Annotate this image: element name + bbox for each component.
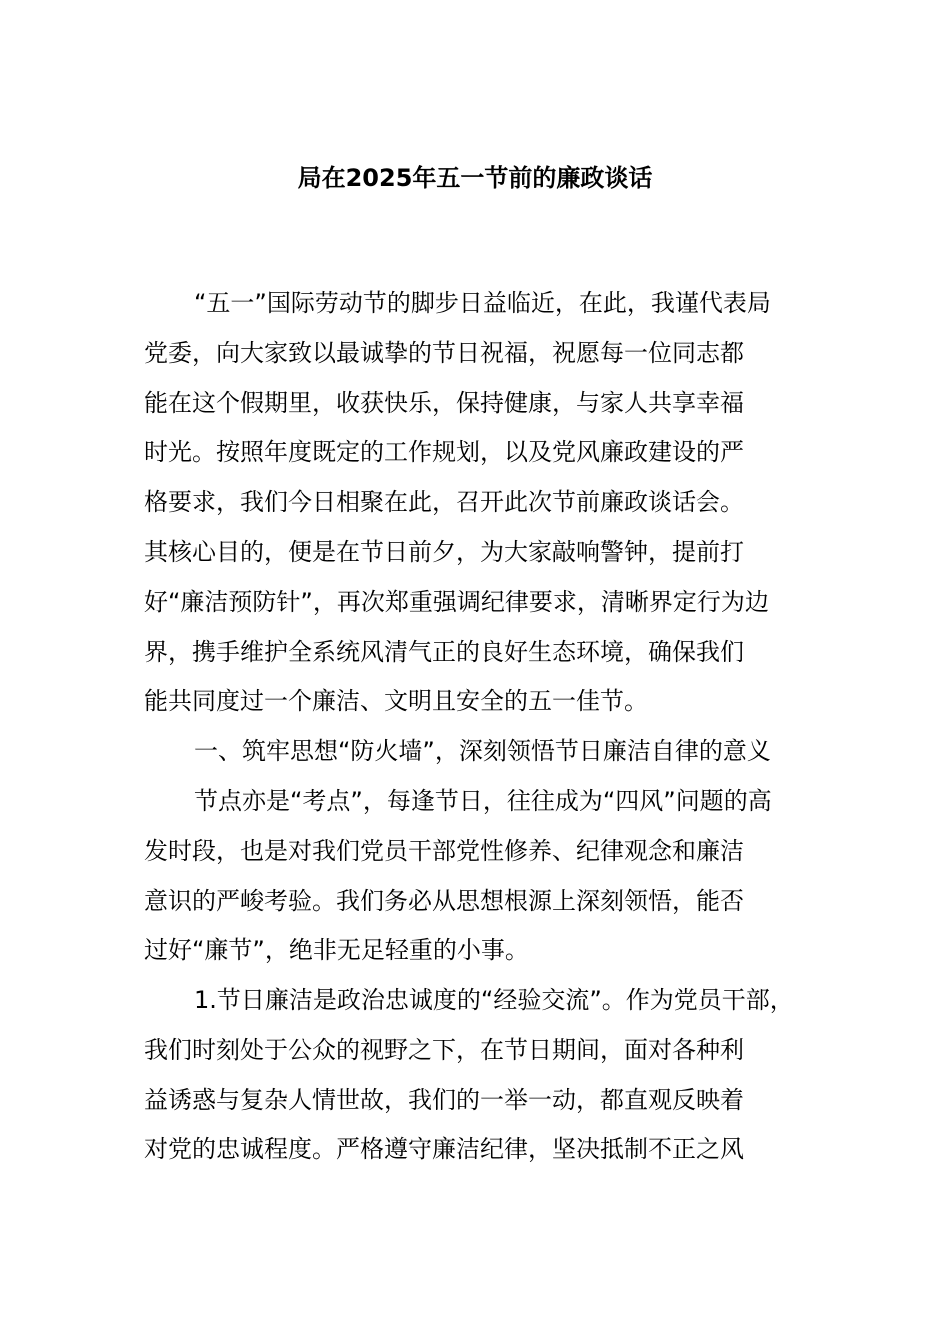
- paragraph-3-line-1: 1.节日廉洁是政治忠诚度的“经验交流”。作为党员干部，: [194, 986, 794, 1014]
- paragraph-1-line-9: 能共同度过一个廉洁、文明且安全的五一佳节。: [144, 687, 648, 715]
- paragraph-2-line-4: 过好“廉节”，绝非无足轻重的小事。: [144, 936, 529, 964]
- document-title: 局在2025年五一节前的廉政谈话: [297, 164, 653, 192]
- paragraph-1-line-3: 能在这个假期里，收获快乐，保持健康，与家人共享幸福: [144, 389, 744, 417]
- paragraph-3-line-3: 益诱惑与复杂人情世故，我们的一举一动，都直观反映着: [144, 1086, 744, 1114]
- paragraph-1-line-1: “五一”国际劳动节的脚步日益临近，在此，我谨代表局: [194, 289, 771, 317]
- section-heading-1: 一、筑牢思想“防火墙”，深刻领悟节日廉洁自律的意义: [194, 737, 771, 765]
- paragraph-2-line-2: 发时段，也是对我们党员干部党性修养、纪律观念和廉洁: [144, 837, 744, 865]
- paragraph-1-line-2: 党委，向大家致以最诚挚的节日祝福，祝愿每一位同志都: [144, 339, 744, 367]
- paragraph-1-line-7: 好“廉洁预防针”，再次郑重强调纪律要求，清晰界定行为边: [144, 588, 769, 616]
- paragraph-3-line-4: 对党的忠诚程度。严格遵守廉洁纪律，坚决抵制不正之风: [144, 1135, 744, 1163]
- paragraph-1-line-5: 格要求，我们今日相聚在此，召开此次节前廉政谈话会。: [144, 488, 744, 516]
- paragraph-1-line-6: 其核心目的，便是在节日前夕，为大家敲响警钟，提前打: [144, 538, 744, 566]
- paragraph-3-line-2: 我们时刻处于公众的视野之下，在节日期间，面对各种利: [144, 1036, 744, 1064]
- paragraph-2-line-3: 意识的严峻考验。我们务必从思想根源上深刻领悟，能否: [144, 887, 744, 915]
- paragraph-1-line-8: 界，携手维护全系统风清气正的良好生态环境，确保我们: [144, 638, 744, 666]
- paragraph-1-line-4: 时光。按照年度既定的工作规划，以及党风廉政建设的严: [144, 438, 744, 466]
- paragraph-2-line-1: 节点亦是“考点”，每逢节日，往往成为“四风”问题的高: [194, 787, 772, 815]
